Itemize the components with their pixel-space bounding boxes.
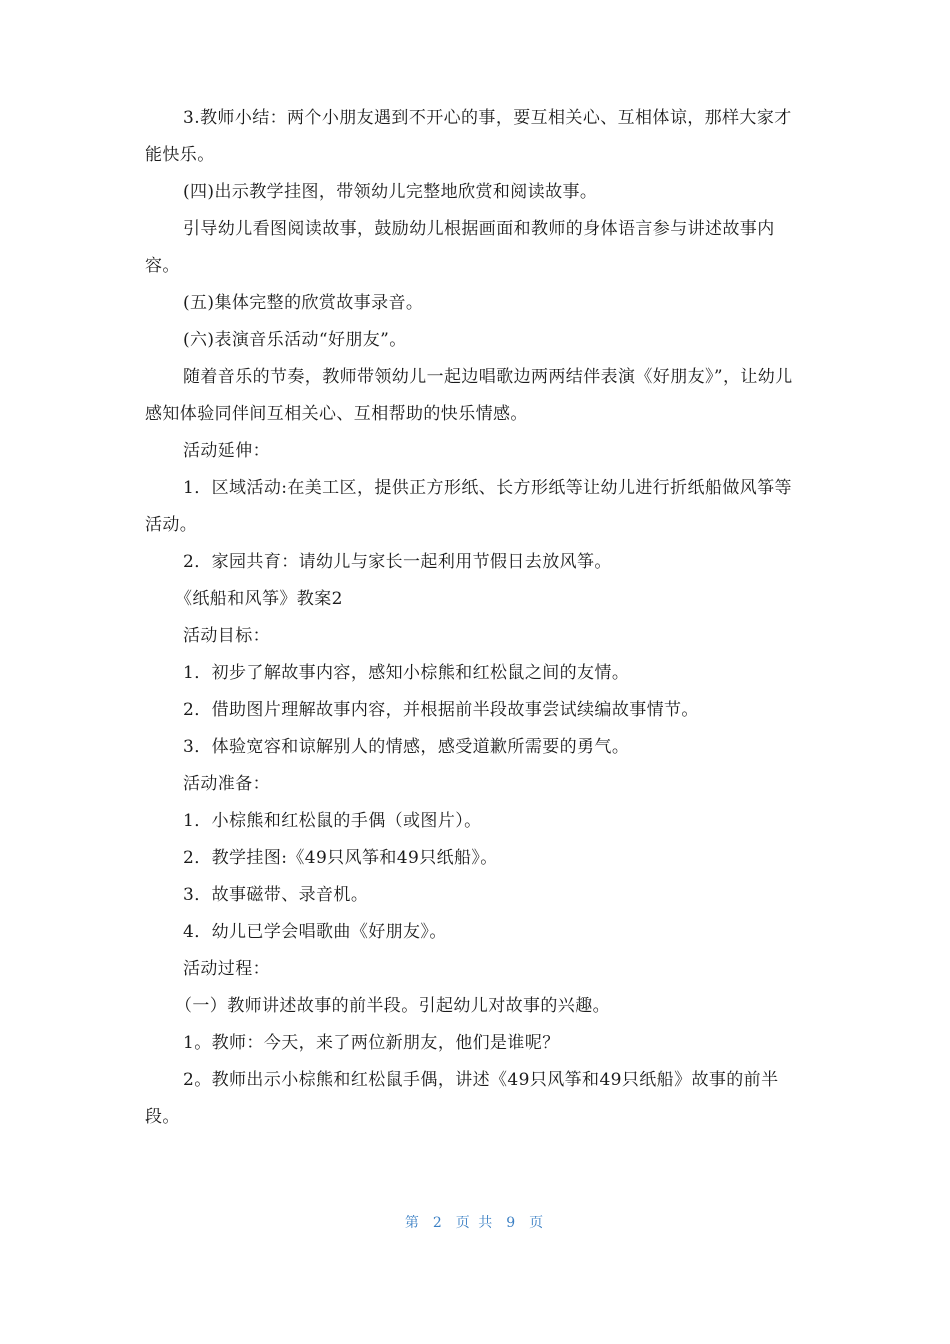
section-heading: 活动准备：	[183, 774, 270, 794]
footer-page-number: 2	[432, 1215, 444, 1231]
page-footer	[0, 1212, 950, 1232]
paragraph: 3．故事磁带、录音机。	[183, 885, 369, 905]
paragraph: 1．初步了解故事内容，感知小棕熊和红松鼠之间的友情。	[183, 663, 630, 683]
section-heading: 活动目标：	[183, 626, 270, 646]
footer-suffix: 页	[529, 1215, 546, 1231]
paragraph: （一）教师讲述故事的前半段。引起幼儿对故事的兴趣。	[175, 996, 610, 1016]
paragraph: (六)表演音乐活动“好朋友”。	[183, 330, 407, 350]
paragraph: 2。教师出示小棕熊和红松鼠手偶，讲述《49只风筝和49只纸船》故事的前半段。	[145, 1070, 779, 1127]
footer-prefix: 第	[404, 1215, 421, 1231]
paragraph: 1．区域活动:在美工区，提供正方形纸、长方形纸等让幼儿进行折纸船做风筝等活动。	[145, 478, 792, 535]
paragraph: 1。教师：今天，来了两位新朋友，他们是谁呢？	[183, 1033, 560, 1053]
paragraph: 2．教学挂图:《49只风筝和49只纸船》。	[183, 848, 498, 868]
paragraph: 2．家园共育：请幼儿与家长一起利用节假日去放风筝。	[183, 552, 612, 572]
footer-middle: 页 共	[455, 1215, 495, 1231]
section-heading: 活动延伸：	[183, 441, 270, 461]
paragraph: 2．借助图片理解故事内容，并根据前半段故事尝试续编故事情节。	[183, 700, 699, 720]
footer-total-pages: 9	[506, 1215, 518, 1231]
paragraph: 3．体验宽容和谅解别人的情感，感受道歉所需要的勇气。	[183, 737, 630, 757]
paragraph: 4．幼儿已学会唱歌曲《好朋友》。	[183, 922, 447, 942]
paragraph: 3.教师小结：两个小朋友遇到不开心的事，要互相关心、互相体谅，那样大家才能快乐。	[145, 108, 792, 165]
paragraph: (五)集体完整的欣赏故事录音。	[183, 293, 424, 313]
paragraph: (四)出示教学挂图，带领幼儿完整地欣赏和阅读故事。	[183, 182, 598, 202]
section-heading: 活动过程：	[183, 959, 270, 979]
document-subtitle: 《纸船和风筝》教案2	[175, 589, 343, 609]
document-body	[145, 100, 805, 1136]
paragraph: 1．小棕熊和红松鼠的手偶（或图片）。	[183, 811, 482, 831]
paragraph: 引导幼儿看图阅读故事，鼓励幼儿根据画面和教师的身体语言参与讲述故事内容。	[145, 219, 775, 276]
paragraph: 随着音乐的节奏，教师带领幼儿一起边唱歌边两两结伴表演《好朋友》”，让幼儿感知体验同伴间互相关心、互相帮助的快乐情感。	[145, 367, 793, 424]
